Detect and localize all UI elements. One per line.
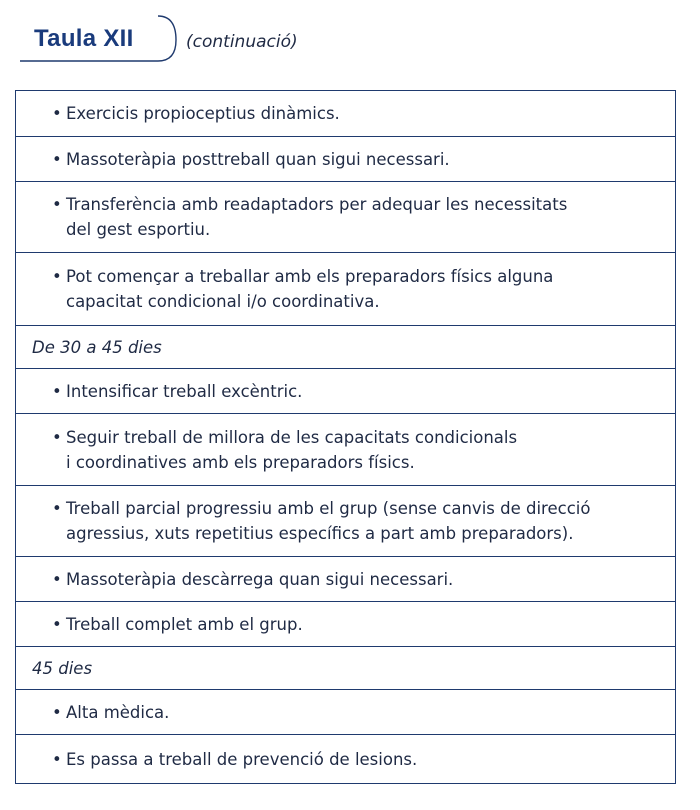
table-row	[16, 182, 675, 253]
bullet-icon: •	[52, 749, 62, 769]
table-row	[16, 690, 675, 735]
table-row	[16, 253, 675, 326]
row-text: Seguir treball de millora de les capacitats condicionals i coordinatives amb els preparadors físics.	[66, 427, 518, 472]
table-row	[16, 735, 675, 784]
row-text: Treball parcial progressiu amb el grup (sense canvis de direcció agressius, xuts repetitius específics a part amb preparadors).	[66, 499, 591, 543]
row-text: Alta mèdica.	[66, 702, 170, 722]
bullet-icon: •	[52, 702, 62, 722]
protocol-table	[15, 90, 676, 784]
table-subtitle: (continuació)	[186, 32, 298, 52]
table-row	[16, 137, 675, 182]
table-title: Taula XII	[34, 25, 134, 52]
bullet-icon: •	[52, 149, 62, 169]
row-text: Massoteràpia posttreball quan sigui necessari.	[66, 149, 450, 169]
table-row	[16, 414, 675, 486]
bullet-icon: •	[52, 427, 62, 447]
table-row	[16, 557, 675, 602]
bullet-icon: •	[52, 267, 62, 286]
section-row	[16, 326, 675, 369]
row-text: Treball complet amb el grup.	[66, 614, 303, 634]
table-row	[16, 602, 675, 647]
table-header	[18, 14, 678, 66]
title-tab	[18, 14, 180, 62]
bullet-icon: •	[52, 381, 62, 401]
row-text: Transferència amb readaptadors per adequar les necessitats del gest esportiu.	[66, 195, 568, 239]
section-label: De 30 a 45 dies	[32, 337, 162, 357]
table-row	[16, 369, 675, 414]
bullet-icon: •	[52, 614, 62, 634]
bullet-icon: •	[52, 104, 62, 123]
bullet-icon: •	[52, 499, 62, 518]
section-row	[16, 647, 675, 690]
section-label: 45 dies	[32, 658, 93, 678]
table-row	[16, 486, 675, 557]
row-text: Es passa a treball de prevenció de lesions.	[66, 749, 418, 769]
row-text: Intensificar treball excèntric.	[66, 381, 303, 401]
row-text: Pot començar a treballar amb els preparadors físics alguna capacitat condicional i/o coordinativa.	[66, 267, 554, 311]
table-row	[16, 91, 675, 137]
bullet-icon: •	[52, 569, 62, 589]
bullet-icon: •	[52, 195, 62, 214]
row-text: Exercicis propioceptius dinàmics.	[66, 104, 340, 123]
row-text: Massoteràpia descàrrega quan sigui necessari.	[66, 569, 454, 589]
